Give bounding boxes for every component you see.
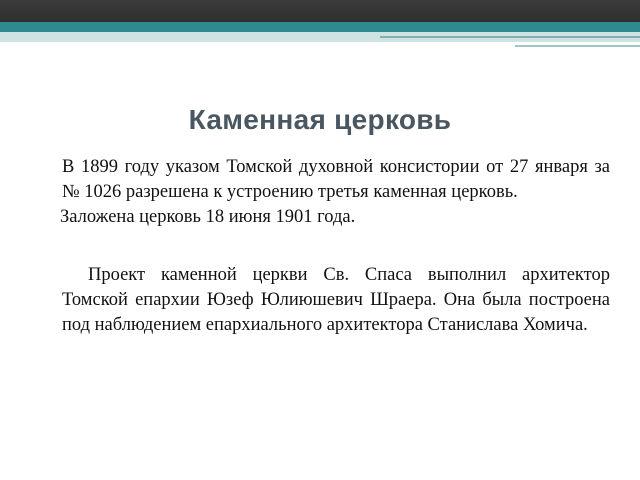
decorative-line <box>380 36 640 38</box>
slide-body <box>62 155 610 338</box>
header-band-teal <box>0 22 640 32</box>
decorative-line <box>515 45 640 47</box>
slide-title: Каменная церковь <box>188 104 452 135</box>
paragraph: В 1899 году указом Томской духовной консистории от 27 января за № 1026 разрешена к устроению третья каменная церковь. <box>62 157 610 202</box>
header-band-dark <box>0 0 640 22</box>
paragraph: Проект каменной церкви Св. Спаса выполнил архитектор Томской епархии Юзеф Юлиюшевич Шраера. Она была построена под наблюдением епархиального архитектора Станислава Хомича. <box>62 265 610 335</box>
paragraph: Заложена церковь 18 июня 1901 года. <box>60 207 356 227</box>
